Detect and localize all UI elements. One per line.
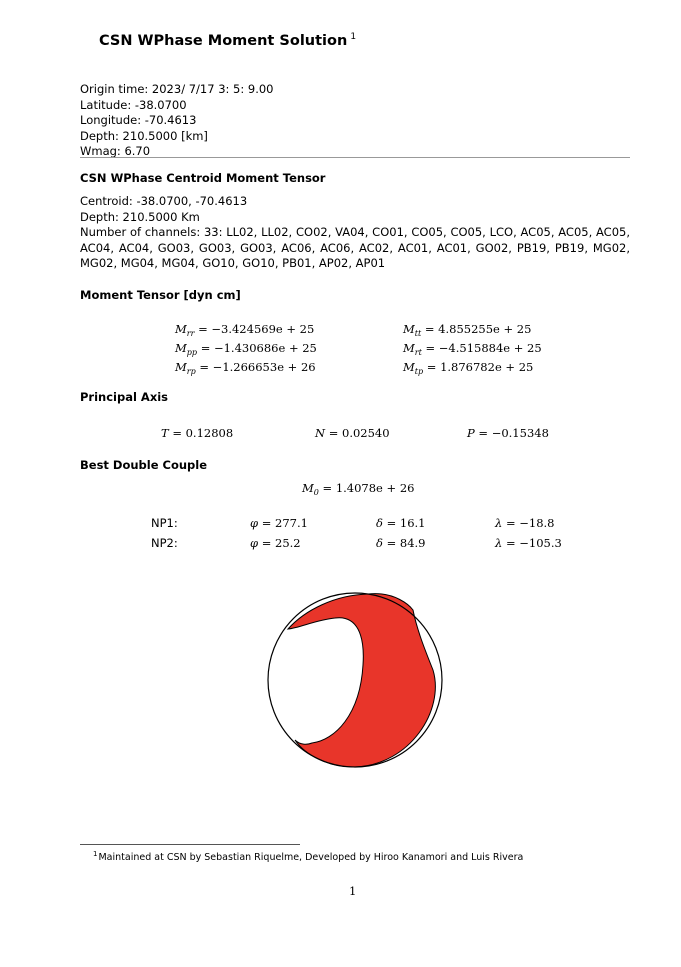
np2-lambda: λ = −105.3 [495,536,562,550]
double-couple-heading: Best Double Couple [80,458,208,472]
np1-phi-value: = 277.1 [261,516,308,530]
beachball-diagram [265,590,445,770]
header-rule [80,157,630,158]
m0-value: = 1.4078e + 26 [322,481,415,495]
footnote-mark: 1 [93,850,98,858]
cmt-heading: CSN WPhase Centroid Moment Tensor [80,171,326,185]
p-axis: P = −0.15348 [467,426,549,440]
t-value: = 0.12808 [172,426,234,440]
footnote-rule [80,844,300,845]
mrp-value: = −1.266653e + 26 [199,360,316,374]
mtp-value: = 1.876782e + 25 [426,360,534,374]
np2-delta-value: = 84.9 [386,536,426,550]
mrp-entry: $M_{rp} = -1.266653e + 26$ [175,360,316,376]
mpp-value: = −1.430686e + 25 [200,341,317,355]
mtt-entry: $M_{tt} = 4.855255e + 25$ [403,322,532,338]
origin-time: Origin time: 2023/ 7/17 3: 5: 9.00 [80,82,274,96]
footnote [93,850,523,863]
np2-label: NP2: [151,536,178,550]
mrt-value: = −4.515884e + 25 [425,341,542,355]
latitude: Latitude: -38.0700 [80,97,187,112]
depth: Depth: 210.5000 [km] [80,128,208,143]
np1-delta: δ = 16.1 [376,516,426,530]
mtt-value: = 4.855255e + 25 [424,322,532,336]
principal-axis-heading: Principal Axis [80,390,169,404]
mrr-entry: $M_{rr} = -3.424569e + 25$ [175,322,315,338]
np1-delta-value: = 16.1 [386,516,426,530]
page-number: 1 [349,884,357,898]
cmt-block [80,194,630,272]
title-footnote-mark: 1 [350,32,357,42]
channels-list: Number of channels: 33: LL02, LL02, CO02, VA04, CO01, CO05, CO05, LCO, AC05, AC05, AC05, AC04, AC04, GO03, GO03, GO03, AC06, AC06, AC02, AC01, AC01, GO02, PB19, PB19, MG02, MG02, MG04, MG04, GO10, GO10, PB01, AP02, AP01 [80,225,630,271]
mpp-entry: $M_{pp} = -1.430686e + 25$ [175,341,317,357]
n-axis: N = 0.02540 [315,426,390,440]
np1-phi: φ = 277.1 [250,516,308,530]
mrt-entry: $M_{rt} = -4.515884e + 25$ [403,341,542,357]
wmag: Wmag: 6.70 [80,144,151,159]
footnote-text: Maintained at CSN by Sebastian Riquelme, Developed by Hiroo Kanamori and Luis Rivera [98,852,524,863]
np1-lambda: λ = −18.8 [495,516,555,530]
page-title [99,32,356,49]
longitude: Longitude: -70.4613 [80,113,197,128]
m0-entry: $M_0 = 1.4078e + 26$ [302,481,415,497]
np2-delta: δ = 84.9 [376,536,426,550]
mtp-entry: $M_{tp} = 1.876782e + 25$ [403,360,534,376]
np2-phi-value: = 25.2 [261,536,301,550]
mrr-value: = −3.424569e + 25 [198,322,315,336]
centroid: Centroid: -38.0700, -70.4613 [80,194,248,208]
n-value: = 0.02540 [328,426,390,440]
moment-tensor-heading: Moment Tensor [dyn cm] [80,288,241,302]
np2-lambda-value: = −105.3 [505,536,562,550]
np2-phi: φ = 25.2 [250,536,301,550]
t-axis: T = 0.12808 [161,426,234,440]
p-value: = −0.15348 [478,426,549,440]
np1-label: NP1: [151,516,178,530]
np1-lambda-value: = −18.8 [505,516,555,530]
event-header [80,82,274,160]
cmt-depth: Depth: 210.5000 Km [80,209,200,224]
page-title-text: CSN WPhase Moment Solution [99,33,348,49]
